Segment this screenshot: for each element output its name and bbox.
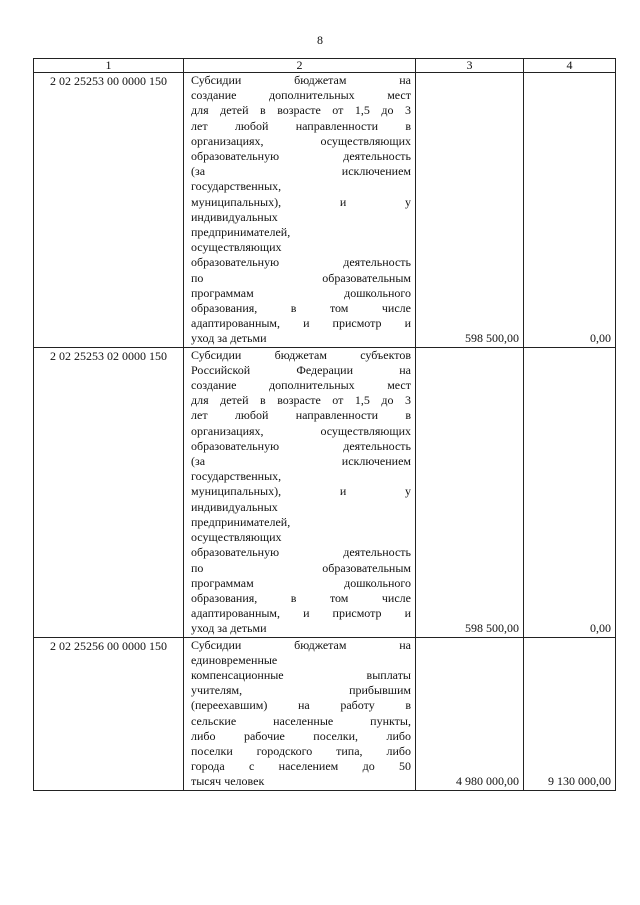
amount-col3-cell: 4 980 000,00 [416,637,524,790]
table-row [34,347,616,637]
description-line: осуществляющих [191,240,282,255]
description-line: образования, в том числе [191,590,411,605]
description-line: муниципальных), и у [191,194,411,209]
description-line: Российской Федерации на [191,362,411,377]
budget-table [33,58,616,791]
description-line: для детей в возрасте от 1,5 до 3 [191,393,411,408]
description-line: учителям, прибывшим [191,683,411,698]
description-line: адаптированным, и присмотр и [191,606,411,621]
page-number: 8 [317,33,323,47]
description-line: создание дополнительных мест [191,88,411,103]
description-line: образовательную деятельность [191,438,411,453]
amount-col4-cell: 0,00 [524,347,616,637]
description-cell [184,73,416,348]
description-line: города с населением до 50 [191,759,411,774]
amount-col3-cell: 598 500,00 [416,347,524,637]
description-line: поселки городского типа, либо [191,743,411,758]
description-line: образовательную деятельность [191,545,411,560]
description-line: осуществляющих [191,530,282,545]
description-line: Субсидии бюджетам на [191,73,411,87]
description-cell [184,347,416,637]
description-line: государственных, [191,179,282,194]
column-header-4: 4 [524,59,616,73]
header-row [34,59,616,73]
description-line: единовременные [191,652,278,667]
table-row [34,73,616,348]
description-line: по образовательным [191,560,411,575]
amount-col4-cell: 0,00 [524,73,616,348]
description-line: программам дошкольного [191,285,411,300]
description-line: Субсидии бюджетам на [191,637,411,652]
description-line: сельские населенные пункты, [191,713,411,728]
amount-col3-cell: 598 500,00 [416,73,524,348]
description-cell [184,637,416,790]
description-line: предпринимателей, [191,225,291,240]
description-line: для детей в возрасте от 1,5 до 3 [191,103,411,118]
description-line: организациях, осуществляющих [191,423,411,438]
description-line: Субсидии бюджетам субъектов [191,347,411,362]
column-header-2: 2 [184,59,416,73]
description-line: государственных, [191,469,282,484]
description-line: тысяч человек [191,774,265,789]
description-line: (за исключением [191,454,411,469]
description-line: муниципальных), и у [191,484,411,499]
description-line: компенсационные выплаты [191,667,411,682]
table-row [34,637,616,790]
description-line: лет любой направленности в [191,118,411,133]
description-line: организациях, осуществляющих [191,133,411,148]
amount-col4-cell: 9 130 000,00 [524,637,616,790]
description-line: образовательную деятельность [191,149,411,164]
description-line: уход за детьми [191,331,267,346]
description-line: программам дошкольного [191,575,411,590]
description-line: лет любой направленности в [191,408,411,423]
description-line: (переехавшим) на работу в [191,698,411,713]
description-line: создание дополнительных мест [191,378,411,393]
column-header-1: 1 [34,59,184,73]
description-line: уход за детьми [191,621,267,636]
description-line: (за исключением [191,164,411,179]
description-line: либо рабочие поселки, либо [191,728,411,743]
description-line: адаптированным, и присмотр и [191,316,411,331]
description-line: образовательную деятельность [191,255,411,270]
description-line: индивидуальных [191,209,278,224]
budget-code-cell: 2 02 25256 00 0000 150 [34,637,184,790]
description-line: по образовательным [191,270,411,285]
description-line: образования, в том числе [191,301,411,316]
column-header-3: 3 [416,59,524,73]
budget-code-cell: 2 02 25253 00 0000 150 [34,73,184,348]
description-line: предпринимателей, [191,514,291,529]
description-line: индивидуальных [191,499,278,514]
budget-code-cell: 2 02 25253 02 0000 150 [34,347,184,637]
